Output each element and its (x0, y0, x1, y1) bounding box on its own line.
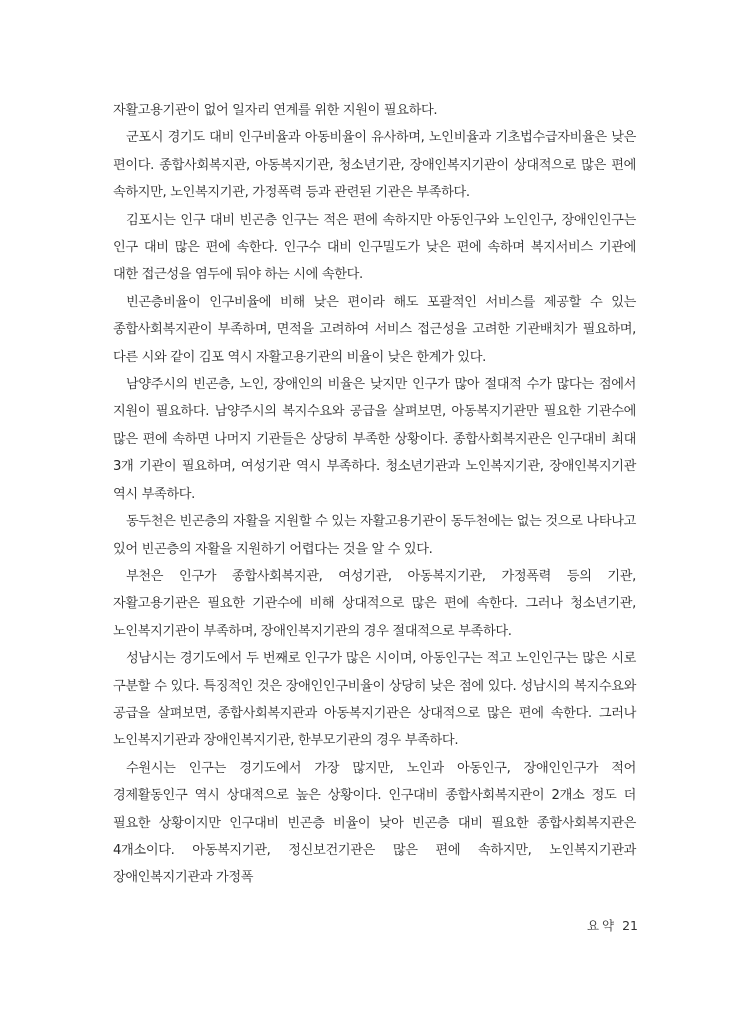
paragraph-gimpo-poverty: 빈곤층비율이 인구비율에 비해 낮은 편이라 해도 포괄적인 서비스를 제공할 수 있는 종합사회복지관이 부족하며, 면적을 고려하여 서비스 접근성을 고려한 기관배치가 필요하며, 다른 시와 같이 김포 역시 자활고용기관의 비율이 낮은 한계가 있다. (113, 294, 636, 365)
paragraph-dongducheon: 동두천은 빈곤층의 자활을 지원할 수 있는 자활고용기관이 동두천에는 없는 것으로 나타나고 있어 빈곤층의 자활을 지원하기 어렵다는 것을 알 수 있다. (113, 514, 636, 557)
paragraph-seongnam: 성남시는 경기도에서 두 번째로 인구가 많은 시이며, 아동인구는 적고 노인인구는 많은 시로 구분할 수 있다. 특징적인 것은 장애인인구비율이 상당히 낮은 점에 있다. 성남시의 복지수요와 공급을 살펴보면, 종합사회복지관과 아동복지기관은 상대적으로 많은 편에 속한다. 그러나 노인복지기관과 장애인복지기관, 한부모기관의 경우 부족하다. (113, 651, 636, 749)
body-text (113, 97, 636, 892)
paragraph-bucheon: 부천은 인구가 종합사회복지관, 여성기관, 아동복지기관, 가정폭력 등의 기관, 자활고용기관은 필요한 기관수에 비해 상대적으로 많은 편에 속한다. 그러나 청소년기관, 노인복지기관이 부족하며, 장애인복지기관의 경우 절대적으로 부족하다. (113, 568, 636, 639)
paragraph-suwon: 수원시는 인구는 경기도에서 가장 많지만, 노인과 아동인구, 장애인인구가 적어 경제활동인구 역시 상대적으로 높은 상황이다. 인구대비 종합사회복지관이 2개소 정도 더 필요한 상황이지만 인구대비 빈곤층 비율이 낮아 빈곤층 대비 필요한 종합사회복지관은 4개소이다. 아동복지기관, 정신보건기관은 많은 편에 속하지만, 노인복지기관과 장애인복지기관과 가정폭 (113, 760, 636, 886)
paragraph-gimpo: 김포시는 인구 대비 빈곤층 인구는 적은 편에 속하지만 아동인구와 노인인구, 장애인인구는 인구 대비 많은 편에 속한다. 인구수 대비 인구밀도가 낮은 편에 속하며 복지서비스 기관에 대한 접근성을 염두에 둬야 하는 시에 속한다. (113, 212, 637, 283)
page-footer (548, 916, 638, 934)
paragraph-gunpo: 군포시 경기도 대비 인구비율과 아동비율이 유사하며, 노인비율과 기초법수급자비율은 낮은 편이다. 종합사회복지관, 아동복지기관, 청소년기관, 장애인복지기관이 상대적으로 많은 편에 속하지만, 노인복지기관, 가정폭력 등과 관련된 기관은 부족하다. (113, 130, 636, 201)
footer-section-label: 요약 (586, 918, 618, 933)
page-number: 21 (622, 918, 638, 933)
paragraph-namyangju: 남양주시의 빈곤층, 노인, 장애인의 비율은 낮지만 인구가 많아 절대적 수가 많다는 점에서 지원이 필요하다. 남양주시의 복지수요와 공급을 살펴보면, 아동복지기관만 필요한 기관수에 많은 편에 속하면 나머지 기관들은 상당히 부족한 상황이다. 종합사회복지관은 인구대비 최대 3개 기관이 필요하며, 여성기관 역시 부족하다. 청소년기관과 노인복지기관, 장애인복지기관 역시 부족하다. (113, 377, 636, 502)
paragraph-continued: 자활고용기관이 없어 일자리 연계를 위한 지원이 필요하다. (113, 103, 438, 118)
